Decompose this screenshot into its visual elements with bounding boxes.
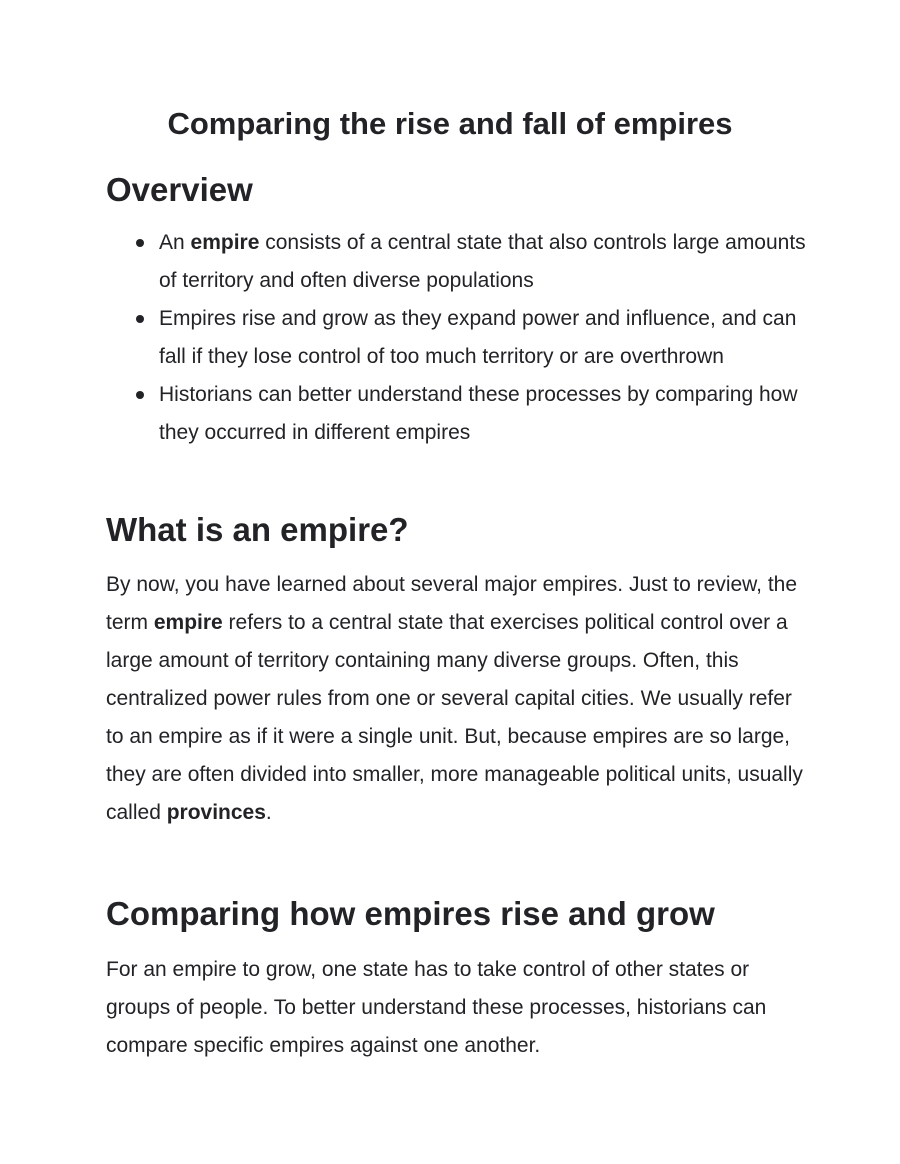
bullet-2-text: Empires rise and grow as they expand power and influence, and can fall if they lose control of too much territory or are overthrown [159, 307, 797, 368]
para-pre: By now, you have learned about several major empires. Just to review, the term [106, 573, 798, 634]
rise-and-grow-heading: Comparing how empires rise and grow [106, 895, 715, 932]
bullet-3-text: Historians can better understand these processes by comparing how they occurred in different empires [159, 383, 798, 444]
overview-bullet-1 [159, 224, 806, 300]
para-bold-empire: empire [153, 611, 223, 634]
para-end: . [265, 801, 272, 824]
para-bold-provinces: provinces [166, 801, 266, 824]
overview-bullet-2 [159, 300, 806, 376]
overview-bullet-3 [159, 376, 806, 452]
bullet-1-bold-term: empire [190, 231, 260, 254]
rise-and-grow-paragraph: For an empire to grow, one state has to take control of other states or groups of people. To better understand these processes, historians can compare specific empires against one another. [106, 958, 767, 1057]
overview-bullet-list [106, 224, 806, 452]
document-page [106, 104, 806, 1065]
para-mid: refers to a central state that exercises political control over a large amount of territory containing many diverse groups. Often, this centralized power rules from one or several capital cities. We usually refer to an empire as if it were a single unit. But, because empires are so large, they are often divided into smaller, more manageable political units, usually called [106, 611, 803, 824]
overview-heading: Overview [106, 171, 253, 208]
what-is-empire-heading: What is an empire? [106, 511, 409, 548]
what-is-empire-paragraph [106, 566, 806, 832]
document-title: Comparing the rise and fall of empires [167, 106, 733, 141]
bullet-1-post: consists of a central state that also controls large amounts of territory and often diverse populations [159, 231, 806, 292]
bullet-1-pre: An [159, 231, 191, 254]
